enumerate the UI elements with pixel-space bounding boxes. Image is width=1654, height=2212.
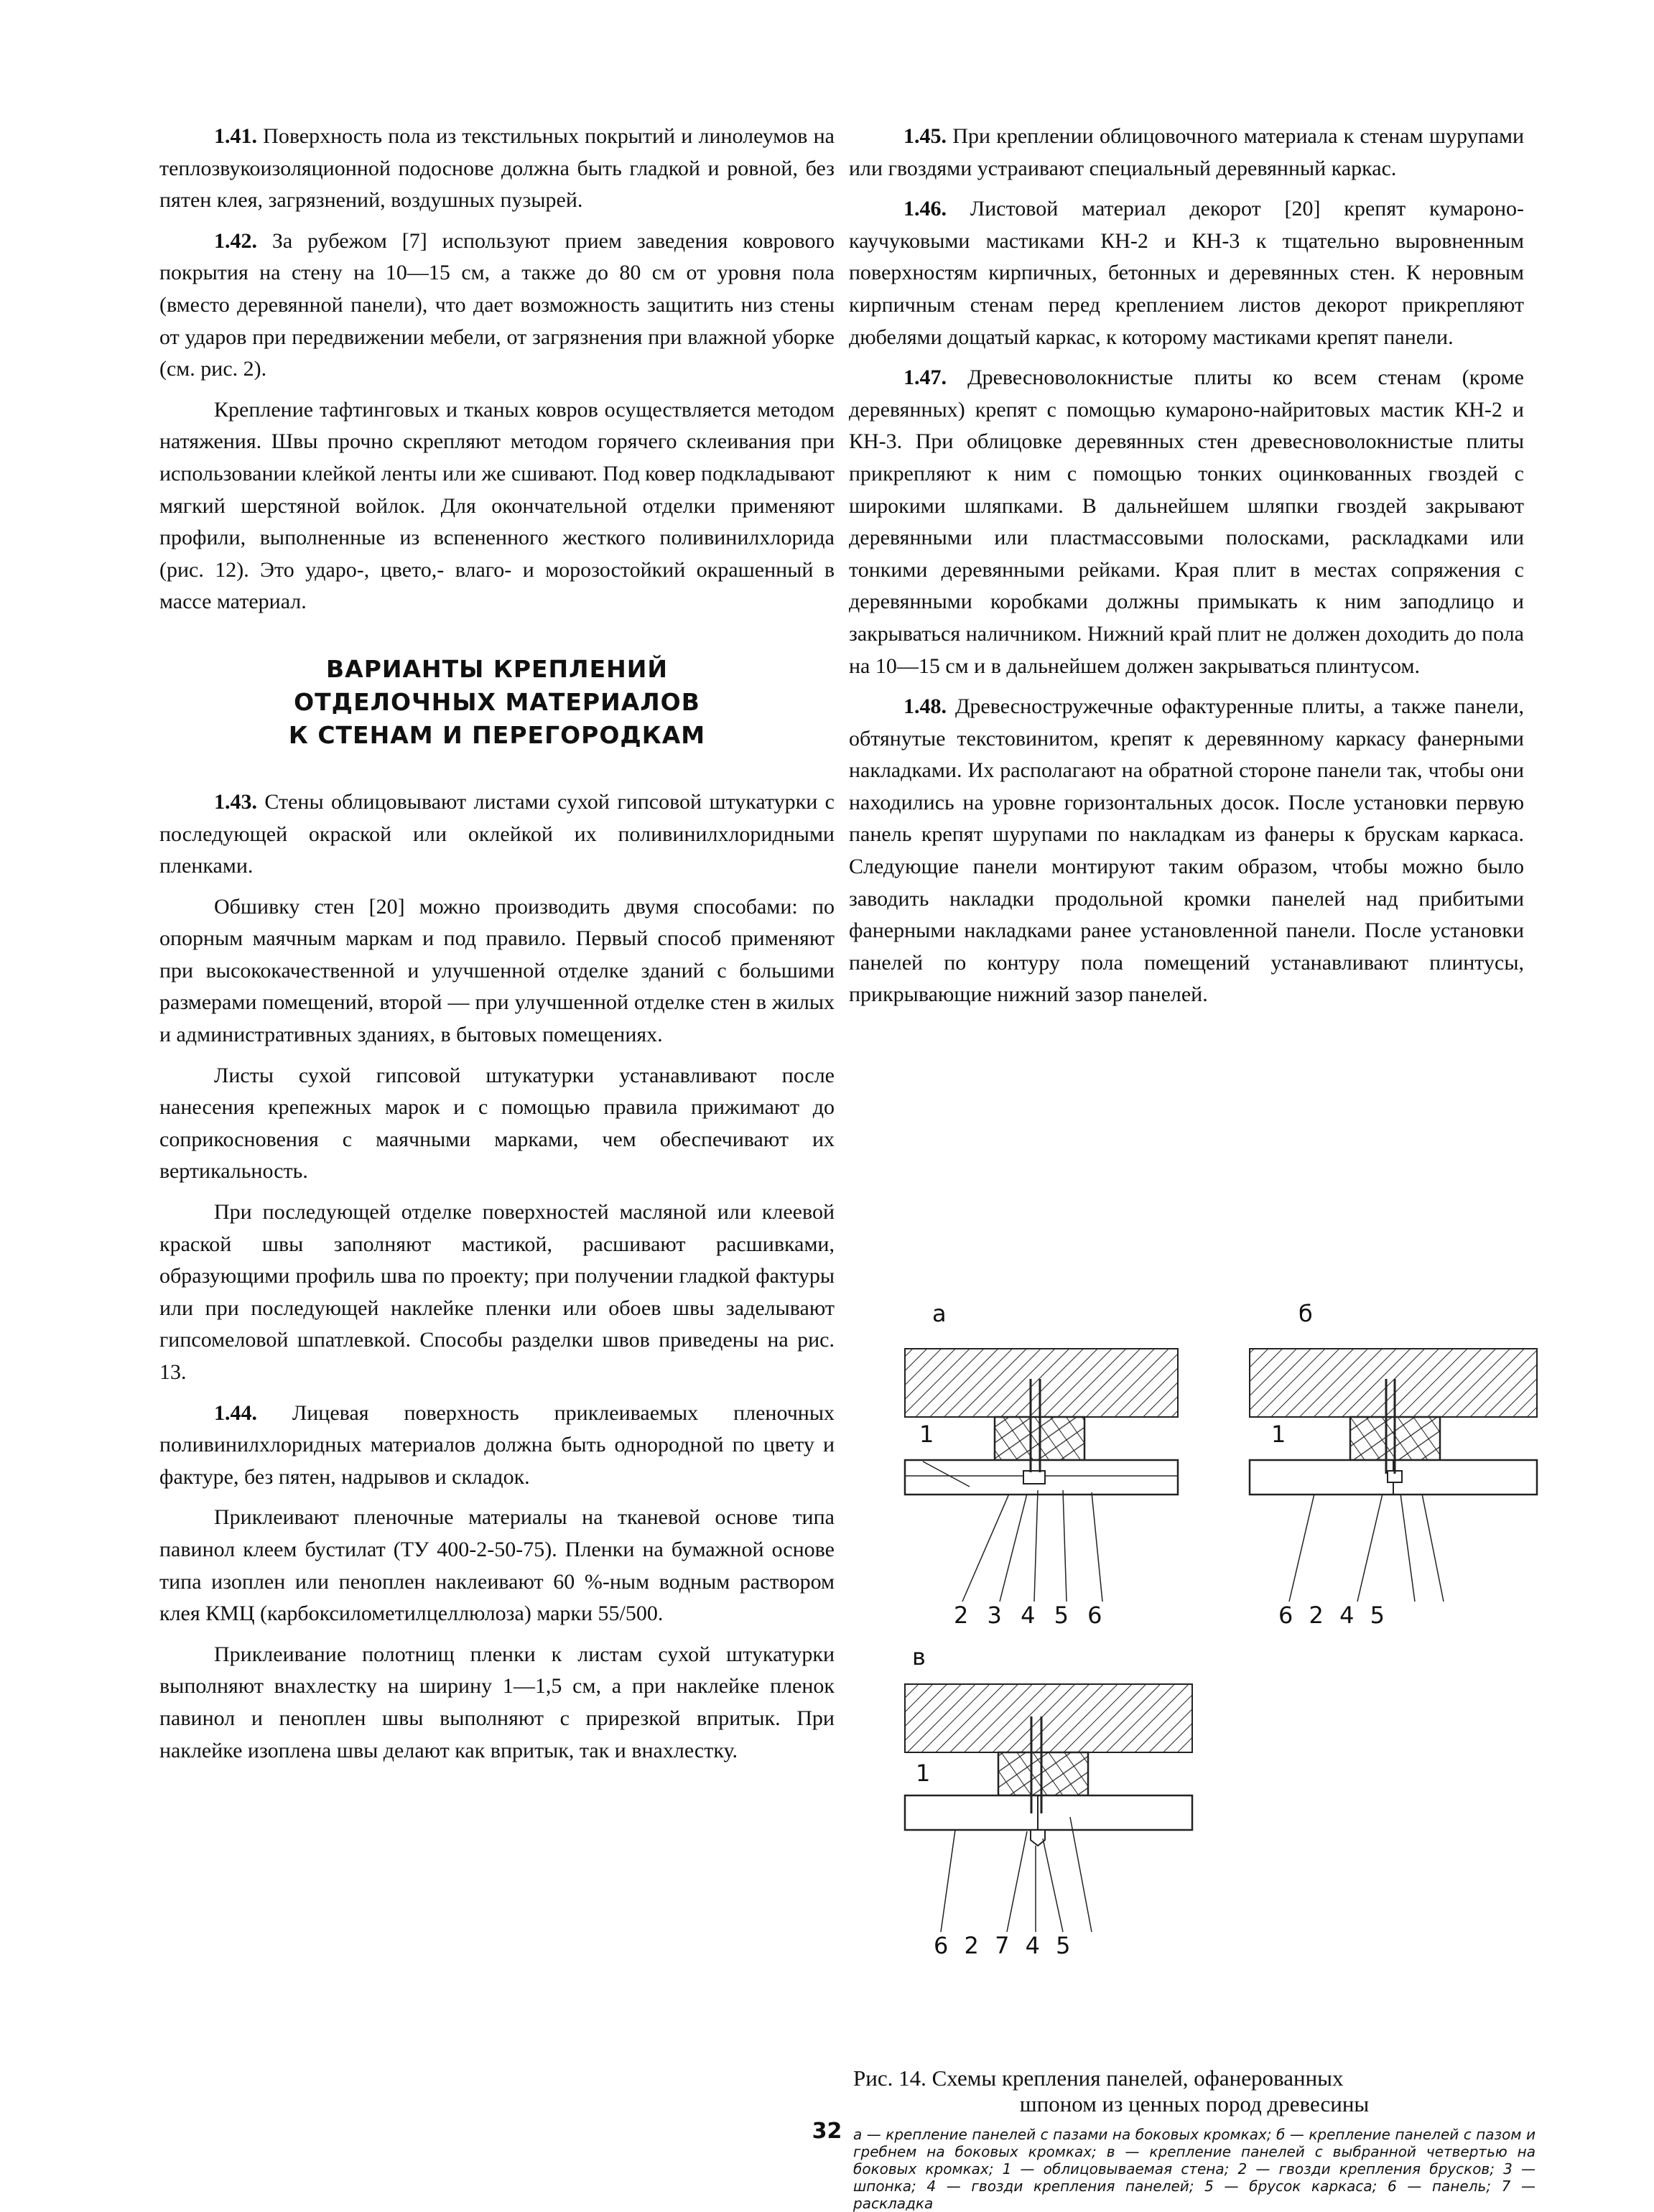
caption-legend: а — крепление панелей с пазами на боковых кромках; б — крепление панелей с пазом и гребнем на боковых кромках; в — крепление панелей с выбранной четвертью на боковых кромках; 1 — облицовываемая стена; 2 — гвозди крепления брусков; 3 — шпонка; 4 — гвозди крепления панелей; 5 — брусок каркаса; 6 — панель; 7 — раскладка — [853, 2126, 1535, 2212]
diagram-b — [1250, 1349, 1537, 1602]
paragraph-1-44-c: Приклеивание полотнищ пленки к листам сухой штукатурки выполняют внахлестку на ширину 1—1,5 см, а при наклейке пленок павинол и пеноплен швы выполняют с прирезкой впритык. При наклейке изоплена швы делают как впритык, так и внахлестку. — [159, 1642, 835, 1762]
diagram-b-letter: б — [1298, 1300, 1313, 1327]
diagram-v-label-wall: 1 — [916, 1760, 931, 1787]
paragraph-text: Поверхность пола из текстильных покрытий и линолеумов на теплозвукоизоляционной подоснове должна быть гладкой и ровной, без пятен клея, загрязнений, воздушных пузырей. — [159, 124, 835, 213]
paragraph-1-44-b: Приклеивают пленочные материалы на тканевой основе типа павинол клеем бустилат (ТУ 400-2-50-75). Пленки на бумажной основе типа изоплен или пеноплен наклеивают 60 %-ным водным раствором клея КМЦ (карбоксилометилцеллюлоза) марки 55/500. — [159, 1505, 835, 1626]
paragraph-1-42 — [159, 226, 835, 386]
clause-number: 1.48. — [903, 694, 947, 719]
diagram-a-label-wall: 1 — [919, 1421, 934, 1448]
paragraph-1-46 — [849, 193, 1524, 353]
diagram-v-letter: в — [912, 1643, 926, 1670]
paragraph-text: За рубежом [7] используют прием заведения коврового покрытия на стену на 10—15 см, а также до 80 см от уровня пола (вместо деревянной панели), что дает возможность защитить низ стены от ударов при передвижении мебели, от загрязнения при влажной уборке (см. рис. 2). — [159, 228, 835, 381]
clause-number: 1.41. — [214, 124, 257, 148]
clause-number: 1.42. — [214, 228, 257, 253]
section-heading — [159, 627, 835, 786]
figure-14 — [847, 1286, 1566, 2061]
clause-number: 1.45. — [903, 124, 947, 148]
heading-line-3: К СТЕНАМ И ПЕРЕГОРОДКАМ — [288, 720, 706, 749]
leader-a-2 — [962, 1494, 1009, 1602]
paragraph-text: При креплении облицовочного материала к стенам шурупами или гвоздями устраивают специальный деревянный каркас. — [849, 124, 1525, 180]
diagram-v-numbers: 6 2 7 4 5 — [934, 1932, 1075, 1959]
paragraph-text: Стены облицовывают листами сухой гипсовой штукатурки с последующей окраской или оклейкой их поливинилхлоридными пленками. — [159, 789, 835, 878]
paragraph-1-47 — [849, 362, 1524, 682]
key-a — [1023, 1471, 1045, 1484]
paragraph-text: Лицевая поверхность приклеиваемых пленочных поливинилхлоридных материалов должна быть однородной по цвету и фактуре, без пятен, надрывов и складок. — [159, 1400, 835, 1489]
paragraph-1-41 — [159, 121, 835, 217]
paragraph-1-45 — [849, 121, 1524, 185]
paragraph-1-44 — [159, 1398, 835, 1494]
paragraph-1-48 — [849, 691, 1524, 1011]
diagram-b-numbers: 6 2 4 5 — [1278, 1602, 1389, 1629]
paragraph-1-43 — [159, 786, 835, 883]
clause-number: 1.44. — [214, 1400, 257, 1425]
paragraph-1-43-c: Листы сухой гипсовой штукатурки устанавливают после нанесения крепежных марок и с помощью правила прижимают до соприкосновения с маячными марками, чем обеспечивают их вертикальность. — [159, 1063, 835, 1184]
wall-a — [905, 1349, 1178, 1417]
diagram-a-letter: а — [932, 1300, 947, 1327]
wall-v — [905, 1684, 1192, 1752]
heading-line-1: ВАРИАНТЫ КРЕПЛЕНИЙ — [326, 654, 668, 683]
caption-line-2: шпоном из ценных пород древесины — [1019, 2091, 1370, 2116]
clause-number: 1.46. — [903, 197, 947, 221]
clause-number: 1.43. — [214, 789, 257, 814]
paragraph-1-42-cont: Крепление тафтинговых и тканых ковров осуществляется методом натяжения. Швы прочно скрепляют методом горячего склеивания при использовании клейкой ленты или же сшивают. Под ковер подкладывают мягкий шерстяной войлок. Для окончательной отделки применяют профили, выполненные из вспененного жесткого поливинилхлорида (рис. 12). Это ударо-, цвето,- влаго- и морозостойкий окрашенный в массе материал. — [159, 397, 835, 614]
wall-b — [1250, 1349, 1537, 1417]
diagram-v — [905, 1684, 1192, 1932]
paragraph-text: Листовой материал декорот [20] крепят кумароно-каучуковыми мастиками КН-2 и КН-3 к тщательно выровненным поверхностям кирпичных, бетонных и деревянных стен. К неровным кирпичным стенам перед креплением листов декорот прикрепляют дюбелями дощатый каркас, к которому мастиками крепят панели. — [849, 197, 1525, 349]
paragraph-text: Древесностружечные офактуренные плиты, а также панели, обтянутые текстовинитом, крепят к деревянному каркасу фанерными накладками. Их располагают на обратной стороне панели так, чтобы они находились на уровне горизонтальных досок. После установки первую панель крепят шурупами по накладкам из фанеры к брускам каркаса. Следующие панели монтируют таким образом, чтобы можно было заводить накладки продольной кромки панелей над прибитыми фанерными накладками ранее установленной панели. После установки панелей по контуру пола помещений устанавливают плинтусы, прикрывающие нижний зазор панелей. — [849, 694, 1525, 1007]
diagram-a-numbers: 2 3 4 5 6 — [954, 1602, 1108, 1629]
left-column — [159, 121, 835, 1775]
heading-line-2: ОТДЕЛОЧНЫХ МАТЕРИАЛОВ — [294, 687, 700, 716]
paragraph-1-43-d: При последующей отделке поверхностей масляной или клеевой краской швы заполняют мастикой, расшивают расшивками, образующими профиль шва по проекту; при получении гладкой фактуры или при последующей наклейке пленки или обоев швы заделывают гипсомеловой шпатлевкой. Способы разделки швов приведены на рис. 13. — [159, 1200, 835, 1384]
paragraph-1-43-b: Обшивку стен [20] можно производить двумя способами: по опорным маячным маркам и под правило. Первый способ применяют при высококачественной и улучшенной отделке зданий с большими размерами помещений, второй — при улучшенной отделке стен в жилых и административных зданиях, в бытовых помещениях. — [159, 894, 835, 1047]
clause-number: 1.47. — [903, 366, 947, 390]
strip-v — [1031, 1830, 1045, 1846]
caption-title — [853, 2065, 1535, 2117]
diagram-a — [905, 1349, 1178, 1602]
right-column — [849, 121, 1524, 1020]
caption-line-1: Рис. 14. Схемы крепления панелей, офанерованных — [853, 2065, 1344, 2091]
diagram-b-label-wall: 1 — [1271, 1421, 1286, 1448]
batten-v — [998, 1752, 1088, 1795]
panel-v — [905, 1795, 1192, 1830]
paragraph-text: Древесноволокнистые плиты ко всем стенам (кроме деревянных) крепят с помощью кумароно-найритовых мастик КН-2 и КН-3. При облицовке деревянных стен древесноволокнистые плиты прикрепляют к ним с помощью тонких оцинкованных гвоздей с широкими шляпками. В дальнейшем шляпки гвоздей закрывают деревянными или пластмассовыми полосками, раскладками или тонкими деревянными рейками. Края плит в местах сопряжения с деревянными коробками должны примыкать к ним заподлицо и закрываться наличником. Нижний край плит не должен доходить до пола на 10—15 см и в дальнейшем должен закрываться плинтусом. — [849, 366, 1525, 678]
page-number: 32 — [812, 2119, 842, 2144]
